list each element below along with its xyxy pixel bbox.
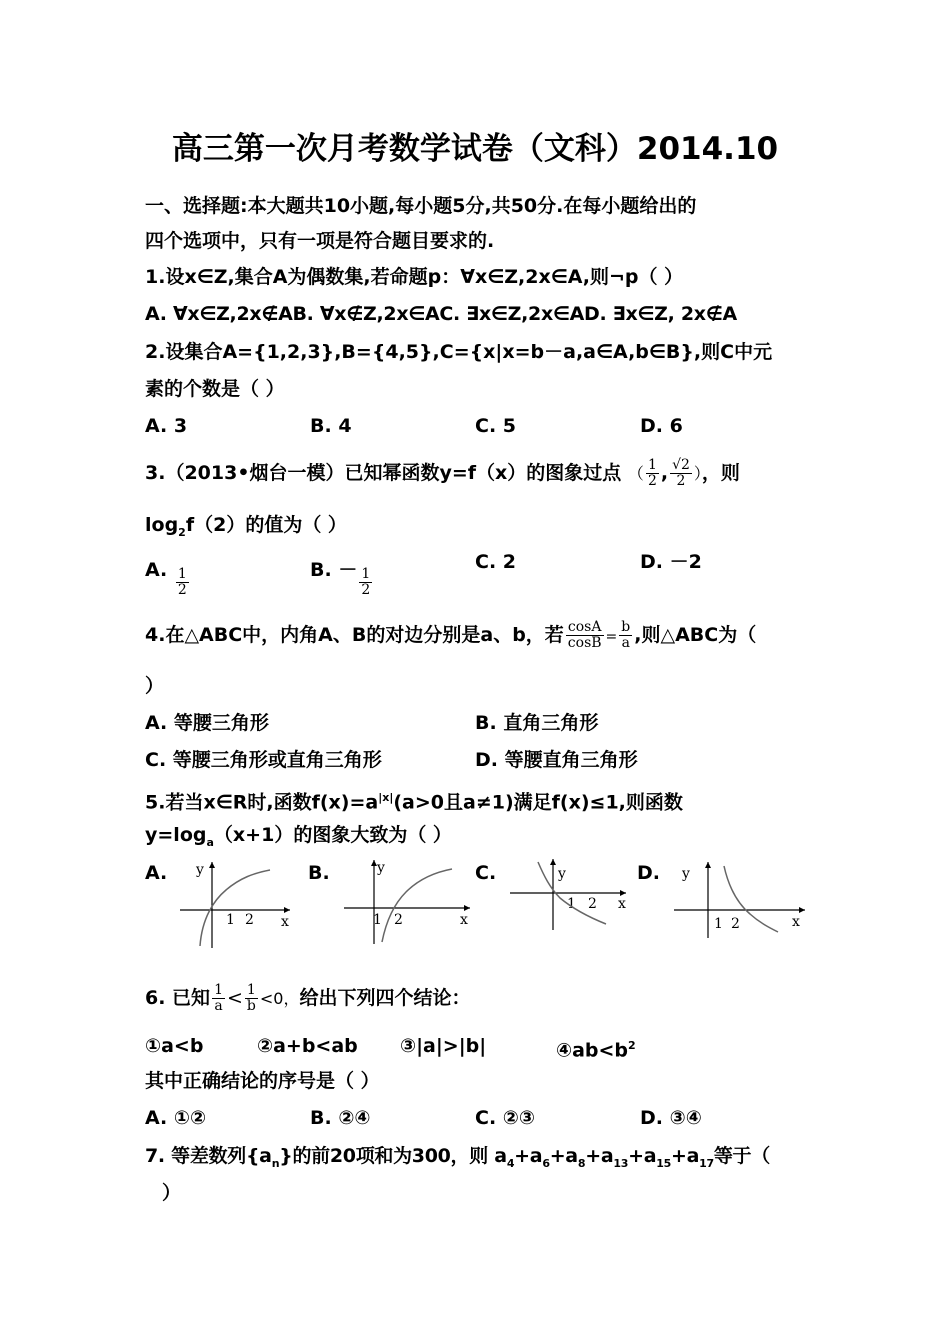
svg-text:2: 2 bbox=[588, 896, 597, 912]
svg-text:x: x bbox=[792, 914, 800, 930]
q6-option-a: A. ①② bbox=[145, 1107, 207, 1129]
q6-conclusion-1: ①a<b bbox=[145, 1035, 204, 1057]
q5-graph-a bbox=[178, 858, 298, 950]
q5-graph-b bbox=[342, 856, 477, 946]
section-heading-line1: 一、选择题:本大题共10小题,每小题5分,共50分.在每小题给出的 bbox=[145, 195, 697, 217]
q3-option-c: C. 2 bbox=[475, 551, 516, 573]
q3-stem-tail: ，则 bbox=[701, 462, 740, 484]
svg-text:1: 1 bbox=[226, 912, 235, 928]
q5-option-d-label: D. bbox=[637, 862, 660, 884]
q4-option-d: D. 等腰直角三角形 bbox=[475, 749, 638, 771]
svg-text:1: 1 bbox=[373, 912, 382, 928]
q2-option-b: B. 4 bbox=[310, 415, 352, 437]
svg-text:x: x bbox=[281, 914, 289, 930]
q6-option-d: D. ③④ bbox=[640, 1107, 702, 1129]
svg-text:x: x bbox=[618, 896, 626, 912]
q2-option-d: D. 6 bbox=[640, 415, 683, 437]
q3-stem-text: 3.（2013•烟台一模）已知幂函数y=f（x）的图象过点 bbox=[145, 462, 622, 484]
svg-text:x: x bbox=[460, 912, 468, 928]
q1-options: A. ∀x∈Z,2x∉AB. ∀x∉Z,2x∈AC. ∃x∈Z,2x∈AD. ∃x∈Z, 2x∉A bbox=[145, 303, 737, 325]
q4-stem-line2: ） bbox=[145, 675, 165, 697]
q5-graph-c bbox=[508, 856, 636, 932]
q2-stem-line1: 2.设集合A={1,2,3},B={4,5},C={x|x=b－a,a∈A,b∈B},则C中元 bbox=[145, 341, 773, 363]
q5-stem-line2: $y=\log_a(x+1)$的图象大致为（ ） bbox=[145, 824, 452, 849]
section-heading-line2: 四个选项中，只有一项是符合题目要求的. bbox=[145, 230, 495, 252]
q3-option-d: D. －2 bbox=[640, 551, 702, 573]
svg-text:y: y bbox=[196, 862, 204, 878]
q2-option-c: C. 5 bbox=[475, 415, 516, 437]
q6-conclusion-3: ③|a|>|b| bbox=[400, 1035, 487, 1057]
q6-option-c: C. ②③ bbox=[475, 1107, 535, 1129]
q3-point-y: $\frac{√2}{2}$ bbox=[672, 457, 690, 489]
q3-option-b: B. － $\frac{1}{2}$ bbox=[310, 559, 371, 598]
q4-option-a: A. 等腰三角形 bbox=[145, 712, 269, 734]
q4-option-c: C. 等腰三角形或直角三角形 bbox=[145, 749, 382, 771]
q6-ask: 其中正确结论的序号是（ ） bbox=[145, 1070, 380, 1092]
q6-option-b: B. ②④ bbox=[310, 1107, 371, 1129]
q6-conclusion-4: $④ab<b^2$ bbox=[556, 1039, 636, 1062]
q1-stem: 1.设x∈Z,集合A为偶数集,若命题p：∀x∈Z,2x∈A,则¬p（ ） bbox=[145, 266, 684, 288]
q5-option-a-label: A. bbox=[145, 862, 168, 884]
q7-stem-line2: ） bbox=[162, 1182, 182, 1204]
q3-stem-line2: $\log_2f(2)$的值为（ ） bbox=[145, 514, 347, 539]
svg-text:1: 1 bbox=[567, 896, 576, 912]
svg-text:1: 1 bbox=[714, 916, 723, 932]
q3-stem-line1: 3.（2013•烟台一模）已知幂函数y=f（x）的图象过点 （ $\frac{1}{2}$ , $\frac{√2}{2}$ ），则 bbox=[145, 457, 740, 489]
q7-stem-line1: 7. 等差数列$\{a_n\}$的前20项和为300，则 $a_4+a_6+a_8+a_{13}+a_{15}+a_{17}$等于（ bbox=[145, 1145, 770, 1170]
q5-option-c-label: C. bbox=[475, 862, 497, 884]
q6-stem: 6. 已知 $\frac{1}{a}$ < $\frac{1}{b}$ <0，给出下列四个结论： bbox=[145, 982, 471, 1014]
q5-graph-d bbox=[672, 858, 812, 940]
page-title: 高三第一次月考数学试卷（文科）2014.10 bbox=[171, 131, 779, 167]
svg-text:y: y bbox=[682, 866, 690, 882]
q6-conclusion-2: ②a+b<ab bbox=[257, 1035, 358, 1057]
svg-text:y: y bbox=[558, 866, 566, 882]
q5-option-b-label: B. bbox=[308, 862, 330, 884]
q2-option-a: A. 3 bbox=[145, 415, 188, 437]
q5-stem-line1: 5.若当x∈R时,函数$f(x)=a^{|x|}(a>0$且a≠1)满足f(x)≤1,则函数 bbox=[145, 791, 683, 814]
q4-option-b: B. 直角三角形 bbox=[475, 712, 599, 734]
q3-point-x: $\frac{1}{2}$ bbox=[647, 457, 657, 489]
svg-text:2: 2 bbox=[394, 912, 403, 928]
svg-text:y: y bbox=[377, 860, 385, 876]
svg-text:2: 2 bbox=[731, 916, 740, 932]
q3-option-a: A. $\frac{1}{2}$ bbox=[145, 559, 187, 598]
svg-text:2: 2 bbox=[245, 912, 254, 928]
q2-stem-line2: 素的个数是（ ） bbox=[145, 378, 285, 400]
q4-stem-line1: 4.在△ABC中，内角A、B的对边分别是a、b，若 $\frac{\cos A}{\cos B}$ = $\frac{b}{a}$ ,则△ABC为（ bbox=[145, 619, 757, 651]
